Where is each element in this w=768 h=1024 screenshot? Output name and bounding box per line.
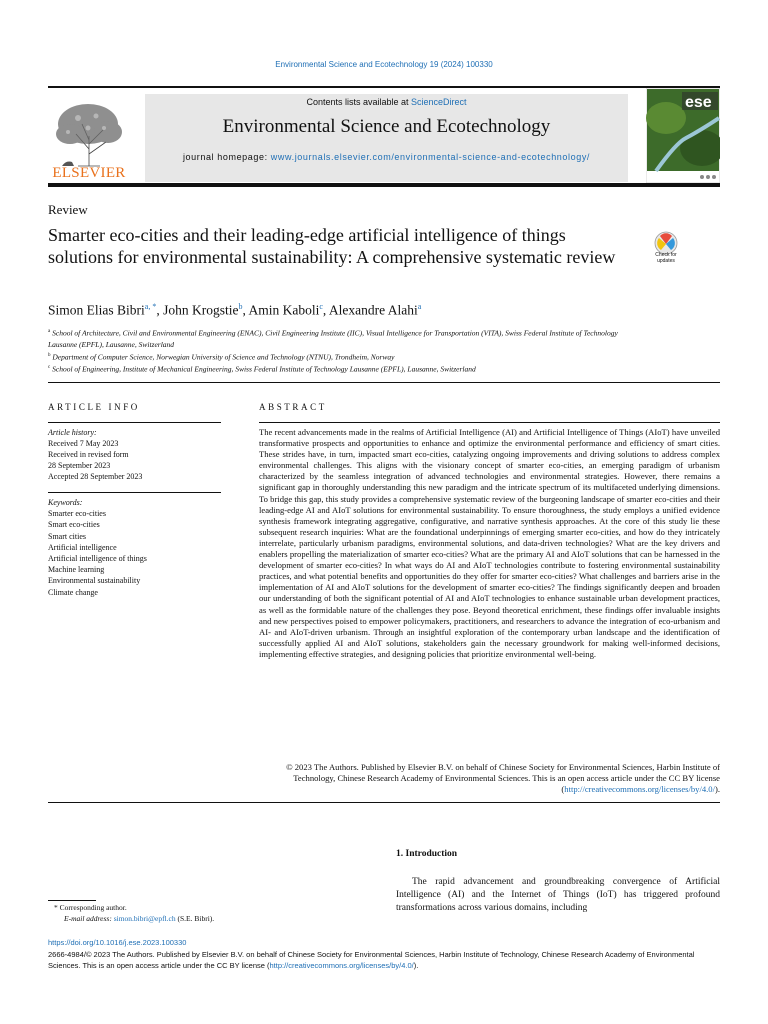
journal-header-box (145, 94, 628, 182)
author-affiliation-marker[interactable]: a, * (144, 302, 157, 311)
abstract-heading: ABSTRACT (259, 402, 327, 412)
article-history (48, 427, 221, 482)
author[interactable]: Amin Kaboli (248, 302, 320, 318)
article-info-heading: ARTICLE INFO (48, 402, 140, 412)
cover-logo: ese (685, 94, 712, 111)
history-label: Article history: (48, 428, 97, 437)
keywords-label: Keywords: (48, 498, 83, 507)
copyright-suffix: ). (714, 784, 720, 795)
affiliation-marker: c (48, 365, 51, 370)
contents-line (145, 97, 628, 107)
affiliation-marker: b (48, 352, 51, 358)
introduction-heading: 1. Introduction (396, 849, 458, 859)
contents-prefix: Contents lists available at (306, 97, 412, 107)
abstract-text: The recent advancements made in the realms of Artificial Intelligence (AI) and Artificial Intelligence of Things (AIoT) have unveiled transformative prospects and opportunities to enhance and optimize the environmental performance and efficiency of smart cities. These strides have, in turn, impacted smart eco-cities, catalyzing ongoing improvements and driving solutions to address complex environmental challenges. This aligns with the visionary concept of smarter eco-cities, an emerging paradigm of urbanism characterized by the seamless integration of advanced technologies and environmental strategies. However, there remains a significant gap in thoroughly understanding this new paradigm and the intricate spectrum of its multifaceted underlying dimensions. To bridge this gap, this study provides a comprehensive systematic review of the burgeoning landscape of smarter eco-cities and their leading-edge AI and AIoT solutions for environmental sustainability. To ensure thoroughness, the study employs a unified evidence synthesis framework integrating aggregative, configurative, and narrative synthesis approaches. At the core of this study lie these subsequent research inquiries: What are the foundational underpinnings of emerging smarter eco-cities, and how do they intricately interrelate, particularly urbanism paradigms, environmental solutions, and data-driven technologies? What are the key drivers and enablers propelling the materialization of smarter eco-cities? What are the primary AI and AIoT solutions that can be harnessed in the development of smarter eco-cities? In what ways do AI and AIoT technologies contribute to fostering environmental sustainability practices, and what potential benefits and opportunities do they offer for smarter eco-cities? What challenges and barriers arise in the implementation of AI and AIoT solutions for the development of smarter eco-cities? The findings significantly deepen and broaden our understanding of both the significant potential of AI and AIoT technologies to enhance sustainable urban development practices, as well as the formidable nature of the challenges they pose. Beyond theoretical enrichment, these findings offer invaluable insights and new perspectives poised to empower policymakers, practitioners, and researchers to advance the integration of eco-urbanism and AI- and AIoT-driven urbanism. Through an insightful exploration of the contemporary urban landscape and the identification of successfully applied AI and AIoT solutions, stakeholders gain the necessary groundwork for making well-informed decisions, implementing effective strategies, and designing policies that prioritize environmental well-being. (259, 427, 720, 659)
section-divider (48, 382, 720, 383)
affiliation (48, 362, 638, 375)
affiliation-text: Department of Computer Science, Norwegian University of Science and Technology (NTNU), Trondheim, Norway (52, 352, 395, 361)
author-affiliation-marker[interactable]: b (238, 302, 243, 311)
email-suffix: (S.E. Bibri). (175, 913, 215, 923)
author-list (48, 302, 421, 319)
keywords (48, 497, 221, 598)
author-affiliation-marker[interactable]: a (417, 302, 422, 311)
article-type: Review (48, 202, 88, 217)
keyword: Artificial intelligence of things (48, 554, 147, 564)
history-item: Accepted 28 September 2023 (48, 472, 143, 481)
keyword: Artificial intelligence (48, 542, 117, 552)
sciencedirect-link[interactable]: ScienceDirect (411, 97, 467, 107)
article-title: Smarter eco-cities and their leading-edge artificial intelligence of things solutions for environmental sustainability: A comprehensive systematic review (48, 225, 616, 267)
affiliation-text: School of Architecture, Civil and Environmental Engineering (ENAC), Civil Engineering Institute (IIC), Visual Intelligence for Transportation (VITA), Swiss Federal Institute of Technology Lausanne (EPFL), Lausanne, Switzerland (48, 328, 618, 349)
footnote-divider (48, 900, 96, 901)
keyword: Smart eco-cities (48, 520, 100, 530)
author[interactable]: John Krogstie (163, 302, 239, 318)
affiliations (48, 326, 638, 375)
keyword: Machine learning (48, 565, 105, 575)
affiliation-text: School of Engineering, Institute of Mechanical Engineering, Swiss Federal Institute of Technology Lausanne (EPFL), Lausanne, Switzerland (52, 364, 476, 374)
author-separator: , (242, 302, 249, 318)
abstract-end-divider (48, 802, 720, 803)
journal-cover-image[interactable] (646, 88, 720, 183)
history-item: 28 September 2023 (48, 461, 111, 470)
article-info-divider (48, 422, 221, 423)
copyright-text: © 2023 The Authors. Published by Elsevier B.V. on behalf of Chinese Society for Environmental Sciences, Harbin Institute of Technology, Chinese Research Academy of Environmental Sciences. This is an open access article under the CC BY license ( (286, 762, 720, 795)
affiliation (48, 350, 638, 363)
abstract-copyright (259, 762, 720, 795)
keyword: Smarter eco-cities (48, 509, 106, 519)
author-affiliation-marker[interactable]: c (319, 302, 323, 311)
homepage-label: journal homepage: (182, 152, 271, 162)
keyword: Climate change (48, 587, 98, 597)
keyword: Environmental sustainability (48, 576, 141, 586)
doi-link[interactable]: https://doi.org/10.1016/j.ese.2023.100330 (48, 938, 187, 947)
affiliation-marker: a (48, 329, 51, 334)
corresponding-label: Corresponding author. (59, 903, 127, 912)
abstract-divider (259, 422, 720, 423)
license-text: 2666-4984/© 2023 The Authors. Published by Elsevier B.V. on behalf of Chinese Society for Environmental Sciences, Harbin Institute of Technology, Chinese Research Academy of Environmental Sciences. This is an open access article under the CC BY license ( (48, 950, 695, 970)
homepage-link[interactable]: www.journals.elsevier.com/environmental-science-and-ecotechnology/ (270, 152, 591, 162)
footnote-marker: * (54, 903, 58, 912)
author-email-link[interactable]: simon.bibri@epfl.ch (113, 913, 176, 923)
footer-license (48, 949, 720, 971)
check-for-updates-label[interactable]: Check for updates (655, 252, 677, 264)
license-suffix: ). (413, 961, 419, 970)
cc-license-link[interactable]: http://creativecommons.org/licenses/by/4.0/ (564, 784, 715, 795)
history-item: Received in revised form (48, 450, 129, 459)
author-separator: , (322, 302, 329, 318)
footer-cc-license-link[interactable]: http://creativecommons.org/licenses/by/4.0/ (269, 961, 414, 970)
introduction-text: The rapid advancement and groundbreaking convergence of Artificial Intelligence (AI) and the Internet of Things (IoT) has triggered profound transformations across various domains, including (396, 877, 720, 913)
keyword: Smart cities (48, 531, 86, 541)
journal-masthead (48, 86, 720, 187)
author[interactable]: Alexandre Alahi (328, 302, 418, 318)
keywords-divider (48, 492, 221, 493)
elsevier-wordmark: ELSEVIER (52, 165, 126, 181)
author[interactable]: Simon Elias Bibri (48, 302, 145, 318)
journal-reference[interactable]: Environmental Science and Ecotechnology 19 (2024) 100330 (275, 60, 493, 69)
author-separator: , (156, 302, 164, 318)
corresponding-author-footnote (48, 903, 348, 924)
journal-title: Environmental Science and Ecotechnology (222, 116, 551, 137)
affiliation (48, 326, 638, 350)
history-item: Received 7 May 2023 (48, 439, 119, 448)
journal-homepage (155, 151, 618, 163)
email-label: E-mail address: (64, 913, 114, 923)
